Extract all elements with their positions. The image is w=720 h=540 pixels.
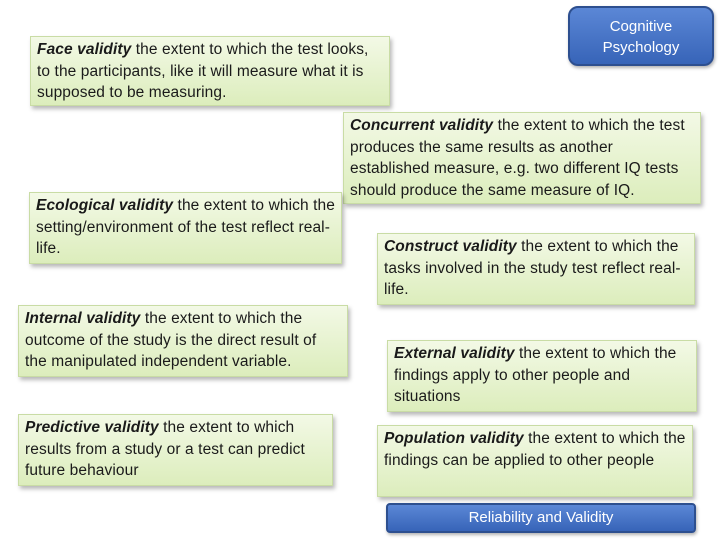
definition-concurrent-validity: the extent to which the test produces the same results as another established measure, e.g. two different IQ tests should produce the same measure of IQ. [350,117,685,199]
definition-construct-validity: the extent to which the tasks involved in the study test reflect real-life. [384,238,681,298]
term-ecological-validity: Ecological validity [36,197,174,214]
term-predictive-validity: Predictive validity [25,419,159,436]
card-internal-validity [18,305,348,377]
card-ecological-validity [29,192,342,264]
definition-predictive-validity: the extent to which results from a study or a test can predict future behaviour [25,419,305,479]
card-construct-validity [377,233,695,305]
definition-external-validity: the extent to which the findings apply to other people and situations [394,345,677,405]
definition-ecological-validity: the extent to which the setting/environment of the test reflect real-life. [36,197,335,257]
term-population-validity: Population validity [384,430,524,447]
topic-badge [568,6,714,66]
term-internal-validity: Internal validity [25,310,141,327]
definition-face-validity: the extent to which the test looks, to the participants, like it will measure what it is supposed to be measuring. [37,41,369,101]
title-badge: Reliability and Validity [386,503,696,533]
definition-internal-validity: the extent to which the outcome of the study is the direct result of the manipulated independent variable. [25,310,317,370]
card-population-validity [377,425,693,497]
term-construct-validity: Construct validity [384,238,517,255]
term-face-validity: Face validity [37,41,132,58]
topic-line-2: Psychology [602,39,680,56]
term-external-validity: External validity [394,345,515,362]
topic-line-1: Cognitive [609,18,673,35]
definition-population-validity: the extent to which the findings can be applied to other people [384,430,686,469]
card-predictive-validity [18,414,333,486]
card-face-validity [30,36,390,106]
term-concurrent-validity: Concurrent validity [350,117,494,134]
card-external-validity [387,340,697,412]
card-concurrent-validity [343,112,701,204]
